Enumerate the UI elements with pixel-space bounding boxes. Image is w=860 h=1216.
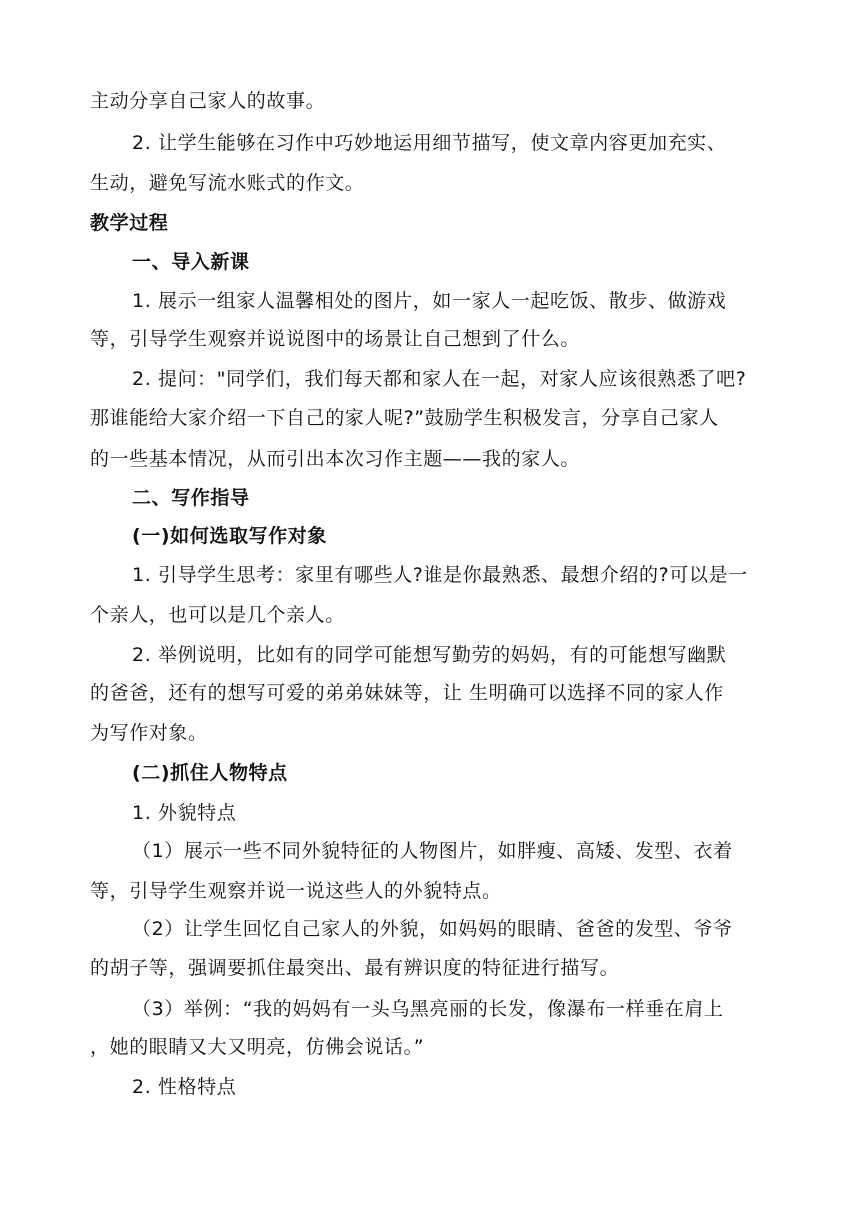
text-line: （1）展示一些不同外貌特征的人物图片，如胖瘦、高矮、发型、衣着: [132, 840, 733, 862]
section-heading: 一、导入新课: [132, 251, 250, 273]
text-line: 个亲人，也可以是几个亲人。: [90, 604, 345, 626]
text-line: 1. 外貌特点: [132, 802, 237, 824]
text-line: 2. 举例说明，比如有的同学可能想写勤劳的妈妈，有的可能想写幽默: [132, 644, 727, 666]
text-line: 主动分享自己家人的故事。: [90, 90, 326, 112]
text-line: （3）举例：“我的妈妈有一头乌黑亮丽的长发，像瀑布一样垂在肩上: [132, 998, 724, 1020]
text-line: 等，引导学生观察并说说图中的场景让自己想到了什么。: [90, 328, 581, 350]
subsection-heading: (二)抓住人物特点: [132, 762, 288, 784]
text-line: 2. 性格特点: [132, 1076, 237, 1098]
text-line: 2. 提问："同学们，我们每天都和家人在一起，对家人应该很熟悉了吧?: [132, 368, 747, 390]
text-line: 那谁能给大家介绍一下自己的家人呢?”鼓励学生积极发言，分享自己家人: [90, 407, 719, 429]
subsection-heading: (一)如何选取写作对象: [132, 525, 327, 547]
section-heading: 教学过程: [90, 212, 169, 234]
text-line: （2）让学生回忆自己家人的外貌，如妈妈的眼睛、爸爸的发型、爷爷: [132, 918, 733, 940]
text-line: 的一些基本情况，从而引出本次习作主题——我的家人。: [90, 448, 581, 470]
text-line: 的爸爸，还有的想写可爱的弟弟妹妹等，让 生明确可以选择不同的家人作: [90, 682, 724, 704]
section-heading: 二、写作指导: [132, 487, 250, 509]
text-line: 1. 展示一组家人温馨相处的图片，如一家人一起吃饭、散步、做游戏: [132, 290, 727, 312]
text-line: 为写作对象。: [90, 722, 208, 744]
text-line: 1. 引导学生思考：家里有哪些人?谁是你最熟悉、最想介绍的?可以是一: [132, 564, 748, 586]
text-line: ，她的眼睛又大又明亮，仿佛会说话。”: [90, 1036, 425, 1058]
text-line: 的胡子等，强调要抓住最突出、最有辨识度的特征进行描写。: [90, 957, 620, 979]
text-line: 生动，避免写流水账式的作文。: [90, 172, 365, 194]
text-line: 2. 让学生能够在习作中巧妙地运用细节描写，使文章内容更加充实、: [132, 132, 727, 154]
text-line: 等，引导学生观察并说一说这些人的外貌特点。: [90, 880, 502, 902]
